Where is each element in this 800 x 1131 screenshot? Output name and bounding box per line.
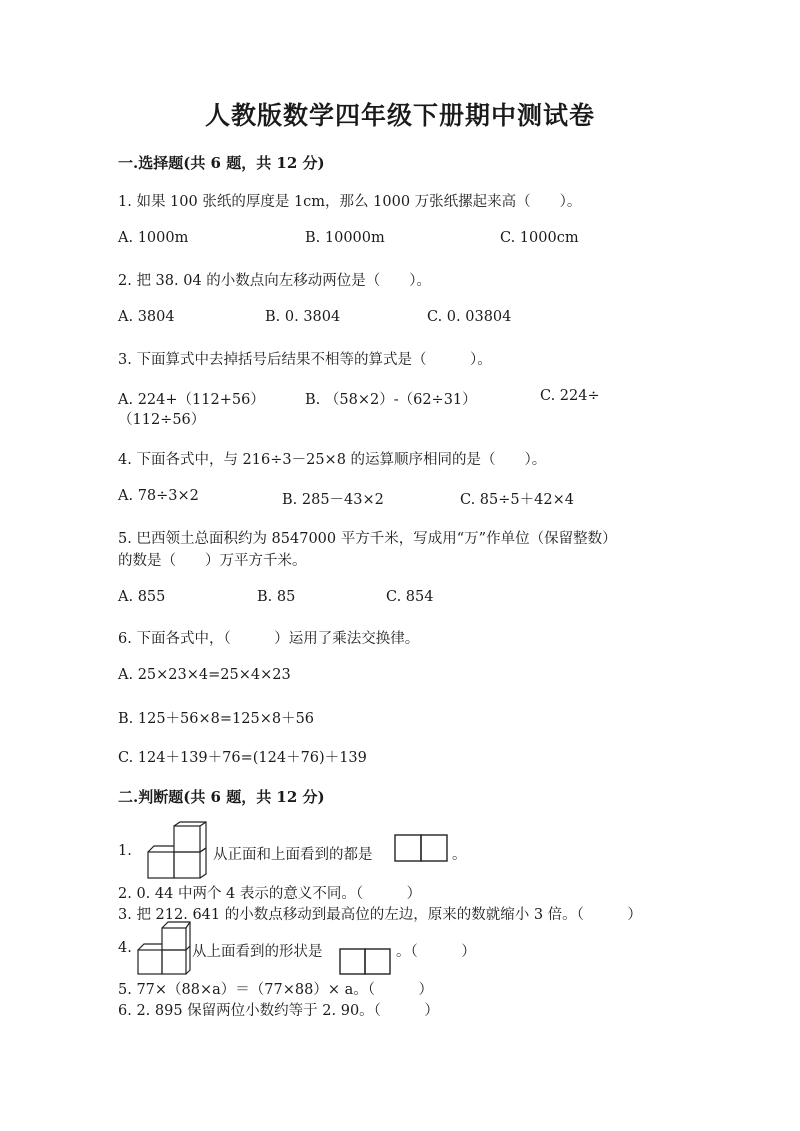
- section-heading-judgement: 二.判断题(共 6 题，共 12 分): [118, 788, 325, 806]
- question-1-stem: 1. 如果 100 张纸的厚度是 1cm，那么 1000 万张纸摞起来高（ ）。: [118, 194, 582, 210]
- question-5-stem-line2: 的数是（ ）万平方千米。: [118, 553, 307, 569]
- question-3-stem: 3. 下面算式中去掉括号后结果不相等的算式是（ ）。: [118, 352, 492, 368]
- question-1-option-b: B. 10000m: [305, 230, 385, 246]
- question-5-option-c: C. 854: [386, 589, 434, 605]
- question-2-stem: 2. 把 38. 04 的小数点向左移动两位是（ ）。: [118, 273, 432, 289]
- judgement-1-text: 从正面和上面看到的都是: [213, 847, 373, 863]
- judgement-2-text: 2. 0. 44 中两个 4 表示的意义不同。（ ）: [118, 886, 422, 902]
- question-2-option-b: B. 0. 3804: [265, 309, 341, 325]
- cube-stack-figure-1: [146, 822, 210, 880]
- section-heading-choice: 一.选择题(共 6 题，共 12 分): [118, 154, 325, 172]
- judgement-1-number: 1.: [118, 843, 132, 859]
- question-3-option-a: A. 224+（112+56）: [118, 392, 265, 408]
- question-4-option-b: B. 285－43×2: [282, 492, 384, 508]
- question-3-option-b: B. （58×2）-（62÷31）: [305, 392, 477, 408]
- page-title: 人教版数学四年级下册期中测试卷: [204, 101, 595, 130]
- judgement-6-text: 6. 2. 895 保留两位小数约等于 2. 90。（ ）: [118, 1003, 439, 1019]
- question-1-option-c: C. 1000cm: [500, 230, 579, 246]
- question-4-option-a: A. 78÷3×2: [118, 488, 199, 504]
- question-3-option-c: C. 224÷: [540, 388, 600, 404]
- question-6-option-a: A. 25×23×4=25×4×23: [118, 667, 291, 683]
- judgement-4-tail: 。（ ）: [396, 944, 476, 960]
- judgement-3-text: 3. 把 212. 641 的小数点移动到最高位的左边，原来的数就缩小 3 倍。（ ）: [118, 907, 642, 923]
- question-6-option-c: C. 124＋139＋76=(124＋76)＋139: [118, 750, 367, 766]
- question-6-option-b: B. 125＋56×8=125×8＋56: [118, 711, 315, 727]
- two-squares-shape-1: [394, 834, 450, 864]
- question-2-option-c: C. 0. 03804: [427, 309, 512, 325]
- question-4-stem: 4. 下面各式中，与 216÷3－25×8 的运算顺序相同的是（ ）。: [118, 452, 547, 468]
- question-4-option-c: C. 85÷5＋42×4: [460, 492, 574, 508]
- question-3-option-c-wrap: （112÷56）: [118, 412, 206, 428]
- judgement-1-tail: 。: [452, 847, 467, 863]
- question-6-stem: 6. 下面各式中，（ ）运用了乘法交换律。: [118, 631, 420, 647]
- question-5-option-a: A. 855: [118, 589, 166, 605]
- judgement-4-text: 从上面看到的形状是: [192, 944, 323, 960]
- cube-stack-figure-4: [136, 922, 192, 976]
- two-squares-shape-4: [339, 948, 393, 976]
- question-2-option-a: A. 3804: [118, 309, 175, 325]
- judgement-4-number: 4.: [118, 940, 132, 956]
- question-5-option-b: B. 85: [257, 589, 296, 605]
- question-1-option-a: A. 1000m: [118, 230, 189, 246]
- question-5-stem: 5. 巴西领土总面积约为 8547000 平方千米，写成用“万”作单位（保留整数）: [118, 531, 617, 547]
- judgement-5-text: 5. 77×（88×a）＝（77×88）× a。（ ）: [118, 982, 433, 998]
